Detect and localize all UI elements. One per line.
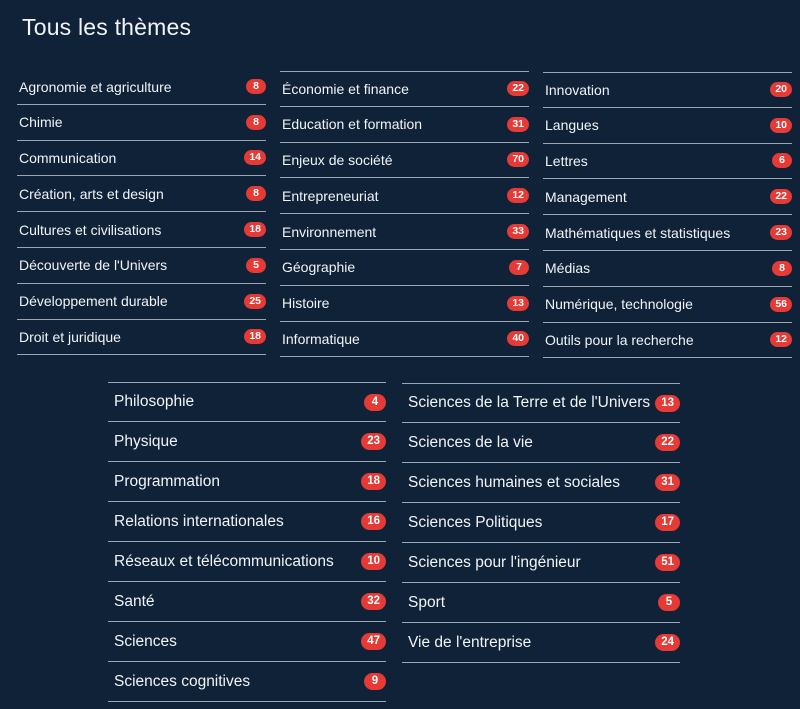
theme-item-medias[interactable]	[543, 251, 792, 287]
theme-item-sciences-terre-univers[interactable]	[402, 383, 680, 423]
theme-label: Lettres	[545, 152, 588, 169]
theme-column-5	[402, 383, 680, 663]
theme-count-badge: 32	[361, 593, 386, 610]
theme-label: Environnement	[282, 223, 377, 240]
theme-label: Outils pour la recherche	[545, 331, 694, 348]
theme-column-1	[17, 69, 266, 355]
theme-label: Sport	[408, 593, 446, 611]
theme-item-geographie[interactable]	[280, 250, 529, 286]
theme-count-badge: 18	[244, 222, 266, 237]
theme-item-sante[interactable]	[108, 582, 386, 622]
theme-label: Réseaux et télécommunications	[114, 552, 334, 570]
theme-label: Innovation	[545, 81, 610, 98]
theme-count-badge: 6	[772, 153, 792, 168]
theme-item-physique[interactable]	[108, 422, 386, 462]
theme-item-philosophie[interactable]	[108, 382, 386, 422]
theme-count-badge: 9	[364, 673, 386, 690]
theme-item-histoire[interactable]	[280, 286, 529, 322]
theme-count-badge: 5	[658, 594, 680, 611]
theme-item-environnement[interactable]	[280, 214, 529, 250]
theme-label: Histoire	[282, 295, 330, 312]
theme-label: Sciences pour l'ingénieur	[408, 553, 581, 571]
theme-label: Découverte de l'Univers	[19, 257, 168, 274]
theme-item-sport[interactable]	[402, 583, 680, 623]
theme-label: Management	[545, 188, 627, 205]
theme-count-badge: 5	[246, 258, 266, 273]
theme-count-badge: 40	[507, 331, 529, 346]
theme-count-badge: 18	[361, 473, 386, 490]
theme-label: Sciences Politiques	[408, 513, 543, 531]
theme-item-sciences-politiques[interactable]	[402, 503, 680, 543]
theme-count-badge: 8	[246, 115, 266, 130]
theme-count-badge: 8	[246, 186, 266, 201]
theme-label: Relations internationales	[114, 512, 284, 530]
theme-count-badge: 20	[770, 82, 792, 97]
theme-count-badge: 24	[655, 634, 680, 651]
theme-label: Développement durable	[19, 293, 168, 310]
theme-count-badge: 4	[364, 394, 386, 411]
theme-count-badge: 10	[770, 118, 792, 133]
theme-item-programmation[interactable]	[108, 462, 386, 502]
theme-count-badge: 22	[507, 81, 529, 96]
theme-count-badge: 31	[507, 117, 529, 132]
theme-item-creation[interactable]	[17, 176, 266, 212]
theme-count-badge: 8	[772, 261, 792, 276]
theme-item-management[interactable]	[543, 179, 792, 215]
theme-item-developpement-durable[interactable]	[17, 284, 266, 320]
theme-count-badge: 12	[770, 332, 792, 347]
theme-count-badge: 70	[507, 152, 529, 167]
theme-item-chimie[interactable]	[17, 105, 266, 141]
theme-item-numerique[interactable]	[543, 287, 792, 323]
theme-item-langues[interactable]	[543, 108, 792, 144]
theme-count-badge: 31	[655, 474, 680, 491]
theme-label: Économie et finance	[282, 80, 409, 97]
theme-label: Informatique	[282, 330, 360, 347]
theme-count-badge: 22	[770, 189, 792, 204]
theme-item-agronomie[interactable]	[17, 69, 266, 105]
theme-count-badge: 13	[655, 395, 680, 412]
theme-label: Médias	[545, 260, 591, 277]
theme-label: Santé	[114, 592, 155, 610]
theme-label: Enjeux de société	[282, 151, 393, 168]
theme-label: Sciences cognitives	[114, 672, 251, 690]
theme-count-badge: 17	[655, 514, 680, 531]
theme-column-3	[543, 72, 792, 358]
theme-item-vie-entreprise[interactable]	[402, 623, 680, 663]
theme-count-badge: 8	[246, 79, 266, 94]
theme-item-economie[interactable]	[280, 71, 529, 107]
theme-item-relations-internationales[interactable]	[108, 502, 386, 542]
theme-item-informatique[interactable]	[280, 322, 529, 358]
page-title: Tous les thèmes	[22, 14, 192, 40]
theme-label: Vie de l'entreprise	[408, 633, 532, 651]
theme-count-badge: 56	[770, 297, 792, 312]
theme-item-communication[interactable]	[17, 141, 266, 177]
theme-label: Sciences	[114, 632, 177, 650]
theme-count-badge: 10	[361, 553, 386, 570]
theme-item-sciences-vie[interactable]	[402, 423, 680, 463]
theme-count-badge: 51	[655, 554, 680, 571]
theme-item-sciences-cognitives[interactable]	[108, 662, 386, 702]
theme-column-2	[280, 71, 529, 357]
theme-item-sciences-ingenieur[interactable]	[402, 543, 680, 583]
theme-label: Philosophie	[114, 393, 195, 410]
theme-count-badge: 33	[507, 224, 529, 239]
theme-count-badge: 7	[509, 260, 529, 275]
theme-item-mathematiques[interactable]	[543, 215, 792, 251]
theme-label: Physique	[114, 432, 178, 450]
theme-count-badge: 23	[770, 225, 792, 240]
theme-label: Géographie	[282, 259, 356, 276]
theme-label: Création, arts et design	[19, 185, 164, 202]
theme-item-education[interactable]	[280, 107, 529, 143]
theme-item-innovation[interactable]	[543, 72, 792, 108]
theme-label: Sciences de la vie	[408, 433, 533, 451]
theme-label: Programmation	[114, 472, 220, 490]
theme-count-badge: 47	[361, 633, 386, 650]
theme-label: Entrepreneuriat	[282, 187, 379, 204]
theme-item-droit[interactable]	[17, 320, 266, 356]
theme-count-badge: 14	[244, 150, 266, 165]
theme-count-badge: 23	[361, 433, 386, 450]
theme-count-badge: 22	[655, 434, 680, 451]
theme-item-decouverte-univers[interactable]	[17, 248, 266, 284]
theme-count-badge: 12	[507, 188, 529, 203]
theme-count-badge: 25	[244, 294, 266, 309]
theme-label: Mathématiques et statistiques	[545, 224, 731, 241]
theme-label: Communication	[19, 149, 117, 166]
theme-label: Droit et juridique	[19, 328, 121, 345]
theme-label: Agronomie et agriculture	[19, 78, 172, 95]
theme-label: Sciences humaines et sociales	[408, 473, 620, 491]
theme-item-enjeux[interactable]	[280, 143, 529, 179]
theme-label: Cultures et civilisations	[19, 221, 162, 238]
theme-label: Langues	[545, 117, 599, 134]
theme-column-4	[108, 382, 386, 702]
theme-label: Chimie	[19, 114, 63, 131]
theme-label: Numérique, technologie	[545, 296, 693, 313]
theme-item-cultures[interactable]	[17, 212, 266, 248]
theme-count-badge: 13	[507, 296, 529, 311]
theme-item-sciences-humaines[interactable]	[402, 463, 680, 503]
theme-item-reseaux[interactable]	[108, 542, 386, 582]
theme-label: Education et formation	[282, 116, 423, 133]
theme-item-outils-recherche[interactable]	[543, 323, 792, 359]
theme-count-badge: 16	[361, 513, 386, 530]
theme-item-entrepreneuriat[interactable]	[280, 178, 529, 214]
theme-label: Sciences de la Terre et de l'Univers	[408, 394, 651, 411]
theme-item-sciences[interactable]	[108, 622, 386, 662]
theme-count-badge: 18	[244, 329, 266, 344]
theme-item-lettres[interactable]	[543, 144, 792, 180]
